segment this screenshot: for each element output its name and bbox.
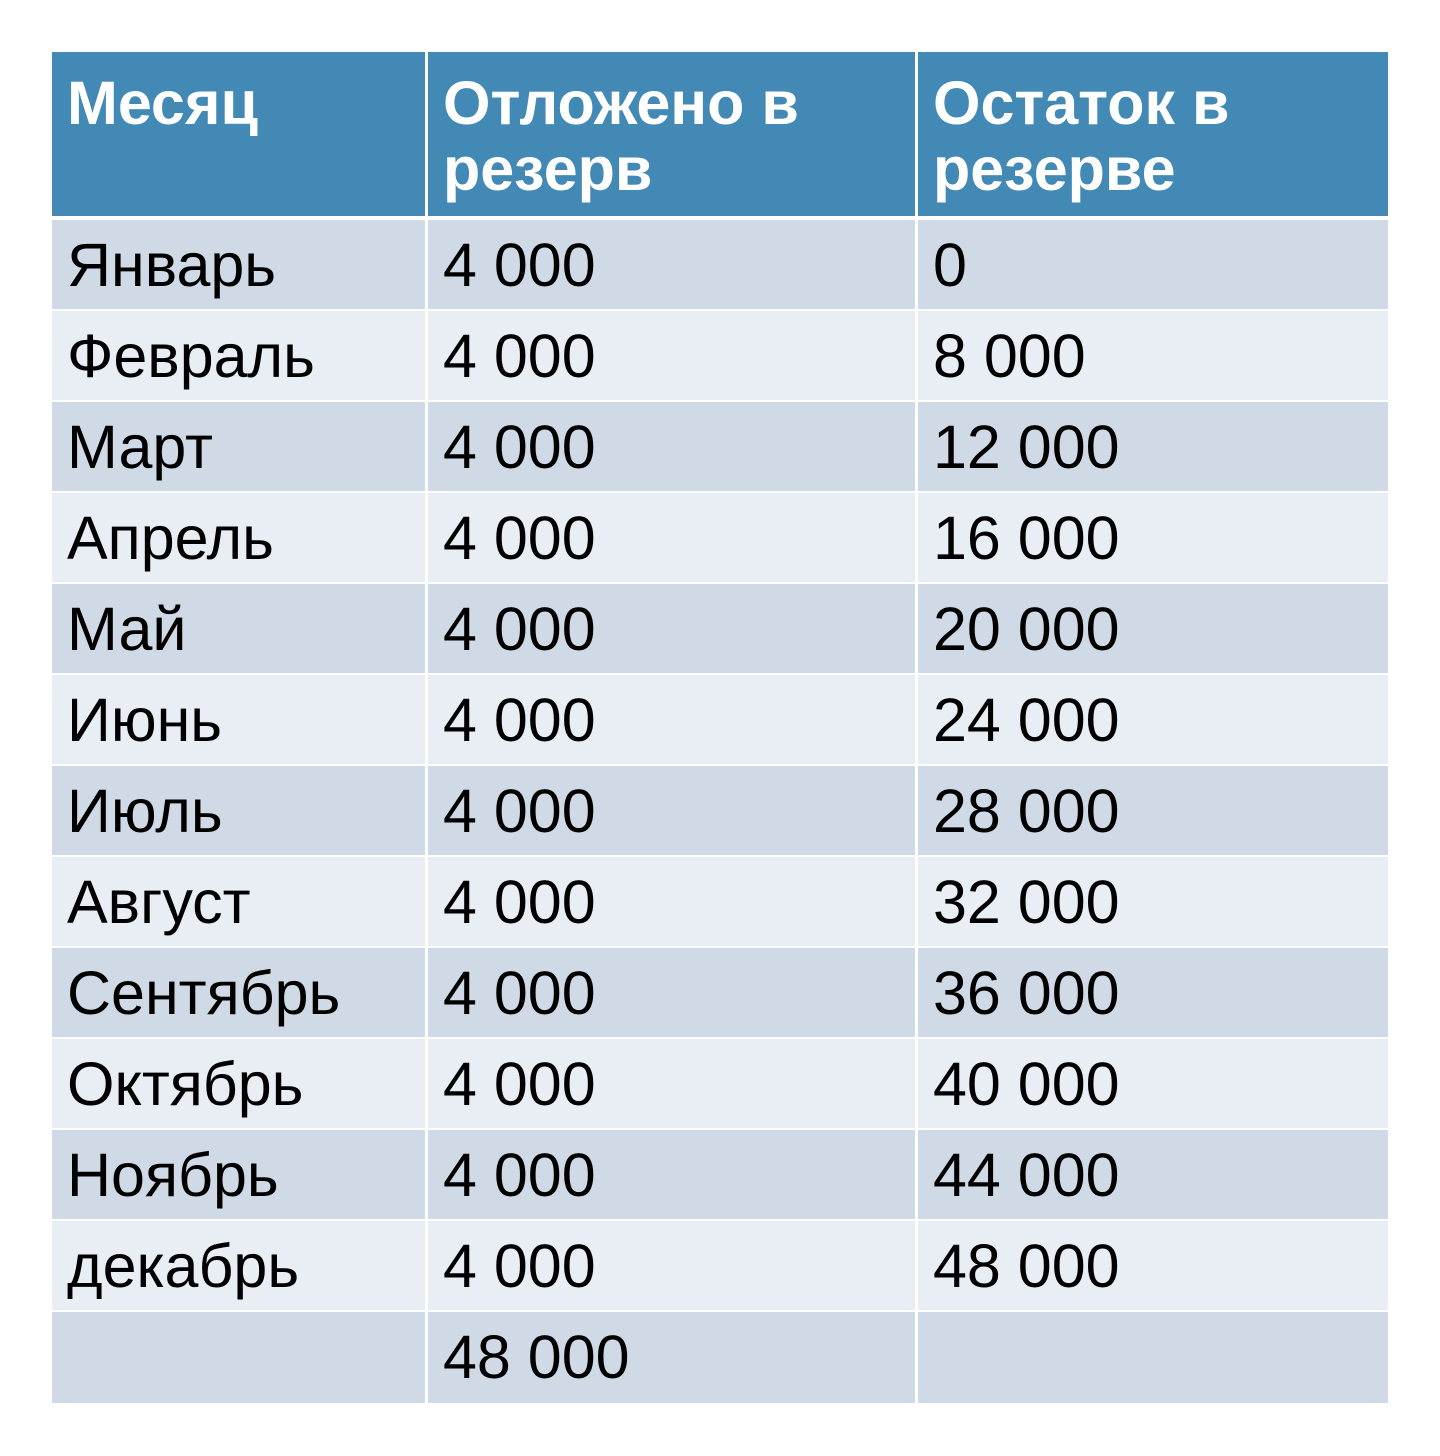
cell-month: Август <box>52 857 428 948</box>
cell-balance: 0 <box>918 220 1388 311</box>
cell-month: Июнь <box>52 675 428 766</box>
table-body <box>52 220 1388 1403</box>
cell-month: Февраль <box>52 311 428 402</box>
cell-month: декабрь <box>52 1221 428 1312</box>
cell-month: Январь <box>52 220 428 311</box>
cell-balance: 28 000 <box>918 766 1388 857</box>
table-row <box>52 948 1388 1039</box>
table-row <box>52 1221 1388 1312</box>
cell-deposited: 4 000 <box>428 948 918 1039</box>
cell-balance: 36 000 <box>918 948 1388 1039</box>
total-row <box>52 1312 1388 1403</box>
table-header <box>52 52 1388 220</box>
cell-month: Май <box>52 584 428 675</box>
cell-balance <box>918 1312 1388 1403</box>
table-row <box>52 857 1388 948</box>
header-row <box>52 52 1388 220</box>
cell-balance: 32 000 <box>918 857 1388 948</box>
header-deposited: Отложено в резерв <box>428 52 918 220</box>
cell-total-deposited: 48 000 <box>428 1312 918 1403</box>
cell-balance: 16 000 <box>918 493 1388 584</box>
table-row <box>52 584 1388 675</box>
cell-balance: 12 000 <box>918 402 1388 493</box>
cell-month: Июль <box>52 766 428 857</box>
table-row <box>52 1039 1388 1130</box>
table-row <box>52 1130 1388 1221</box>
cell-deposited: 4 000 <box>428 766 918 857</box>
cell-deposited: 4 000 <box>428 402 918 493</box>
cell-balance: 24 000 <box>918 675 1388 766</box>
cell-balance: 40 000 <box>918 1039 1388 1130</box>
cell-balance: 44 000 <box>918 1130 1388 1221</box>
table-row <box>52 402 1388 493</box>
cell-deposited: 4 000 <box>428 857 918 948</box>
cell-deposited: 4 000 <box>428 311 918 402</box>
cell-balance: 48 000 <box>918 1221 1388 1312</box>
cell-month: Апрель <box>52 493 428 584</box>
table-row <box>52 675 1388 766</box>
table-row <box>52 766 1388 857</box>
cell-balance: 8 000 <box>918 311 1388 402</box>
table-row <box>52 493 1388 584</box>
cell-deposited: 4 000 <box>428 675 918 766</box>
cell-deposited: 4 000 <box>428 1130 918 1221</box>
cell-deposited: 4 000 <box>428 584 918 675</box>
cell-deposited: 4 000 <box>428 1039 918 1130</box>
header-balance: Остаток в резерве <box>918 52 1388 220</box>
cell-month <box>52 1312 428 1403</box>
reserve-table <box>52 52 1388 1403</box>
header-month: Месяц <box>52 52 428 220</box>
table-row <box>52 311 1388 402</box>
cell-deposited: 4 000 <box>428 1221 918 1312</box>
table-row <box>52 220 1388 311</box>
cell-month: Ноябрь <box>52 1130 428 1221</box>
cell-deposited: 4 000 <box>428 220 918 311</box>
cell-month: Сентябрь <box>52 948 428 1039</box>
cell-month: Октябрь <box>52 1039 428 1130</box>
cell-deposited: 4 000 <box>428 493 918 584</box>
cell-month: Март <box>52 402 428 493</box>
cell-balance: 20 000 <box>918 584 1388 675</box>
